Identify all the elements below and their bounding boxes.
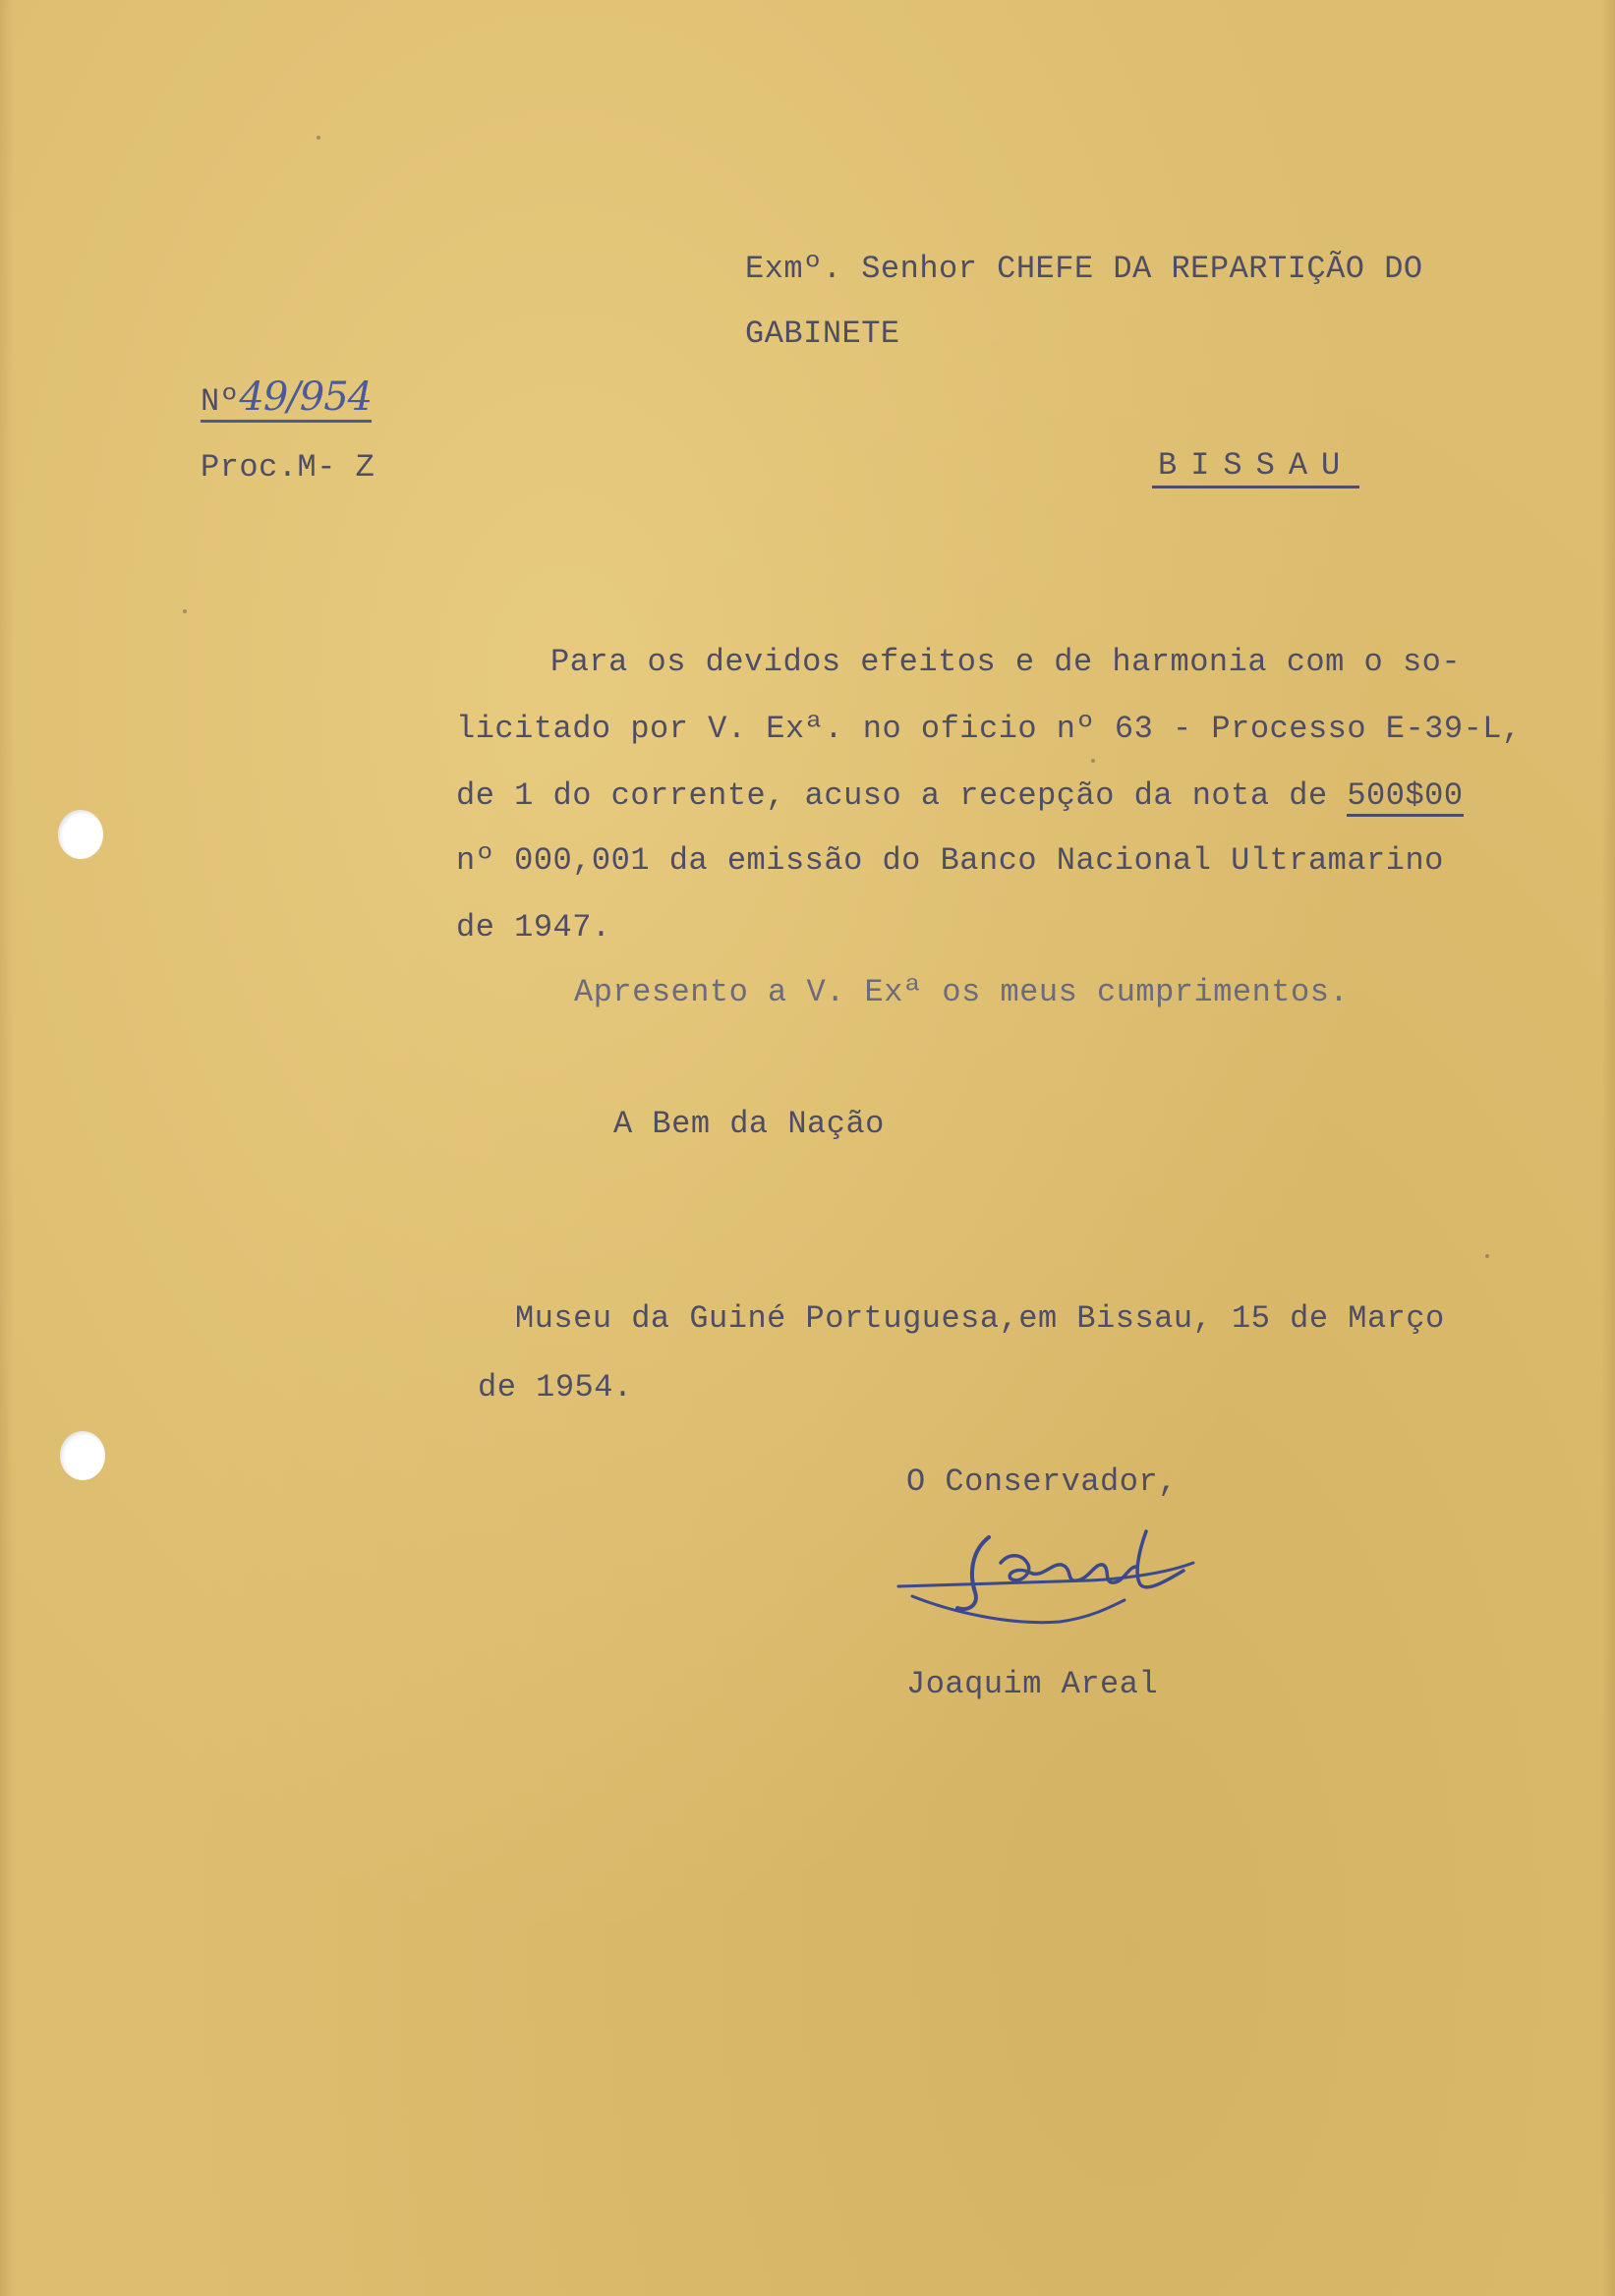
addressee-city <box>1152 446 1359 486</box>
place-date-line-1: Museu da Guiné Portuguesa,em Bissau, 15 de Março <box>515 1300 1445 1337</box>
body-paragraph-1-line-3 <box>456 776 1464 816</box>
paper-speck <box>317 136 320 140</box>
body-paragraph-1-line-1: Para os devidos efeitos e de harmonia com o so- <box>550 644 1462 680</box>
signatory-title: O Conservador, <box>906 1464 1178 1500</box>
addressee-city-text: BISSAU <box>1152 447 1359 488</box>
banknote-amount: 500$00 <box>1347 777 1463 817</box>
body-paragraph-1-line-2: licitado por V. Exª. no oficio nº 63 - Processo E-39-L, <box>456 711 1522 747</box>
paper-speck <box>1091 759 1095 763</box>
addressee-line-2: GABINETE <box>745 316 900 352</box>
body-paragraph-1-line-4: nº 000,001 da emissão do Banco Nacional Ultramarino <box>456 842 1444 879</box>
punch-hole-top <box>58 810 103 859</box>
addressee-line-1: Exmº. Senhor CHEFE DA REPARTIÇÃO DO <box>745 251 1423 287</box>
place-date-line-2: de 1954. <box>478 1369 633 1406</box>
reference-handwritten-number: 49/954 <box>239 374 372 423</box>
paper-speck <box>183 609 187 613</box>
body-paragraph-1-line-5: de 1947. <box>456 909 611 946</box>
paper-speck <box>1485 1254 1489 1258</box>
reference-prefix: Nº <box>201 383 239 423</box>
body-paragraph-2: Apresento a V. Exª os meus cumprimentos. <box>574 974 1350 1010</box>
closing-motto: A Bem da Nação <box>613 1106 885 1142</box>
reference-number <box>201 374 373 422</box>
punch-hole-bottom <box>60 1431 105 1480</box>
process-code: Proc.M- Z <box>201 449 375 486</box>
signatory-name: Joaquim Areal <box>906 1666 1159 1702</box>
body-line-3-text: de 1 do corrente, acuso a recepção da nota de <box>456 777 1348 814</box>
handwritten-signature <box>893 1523 1207 1641</box>
